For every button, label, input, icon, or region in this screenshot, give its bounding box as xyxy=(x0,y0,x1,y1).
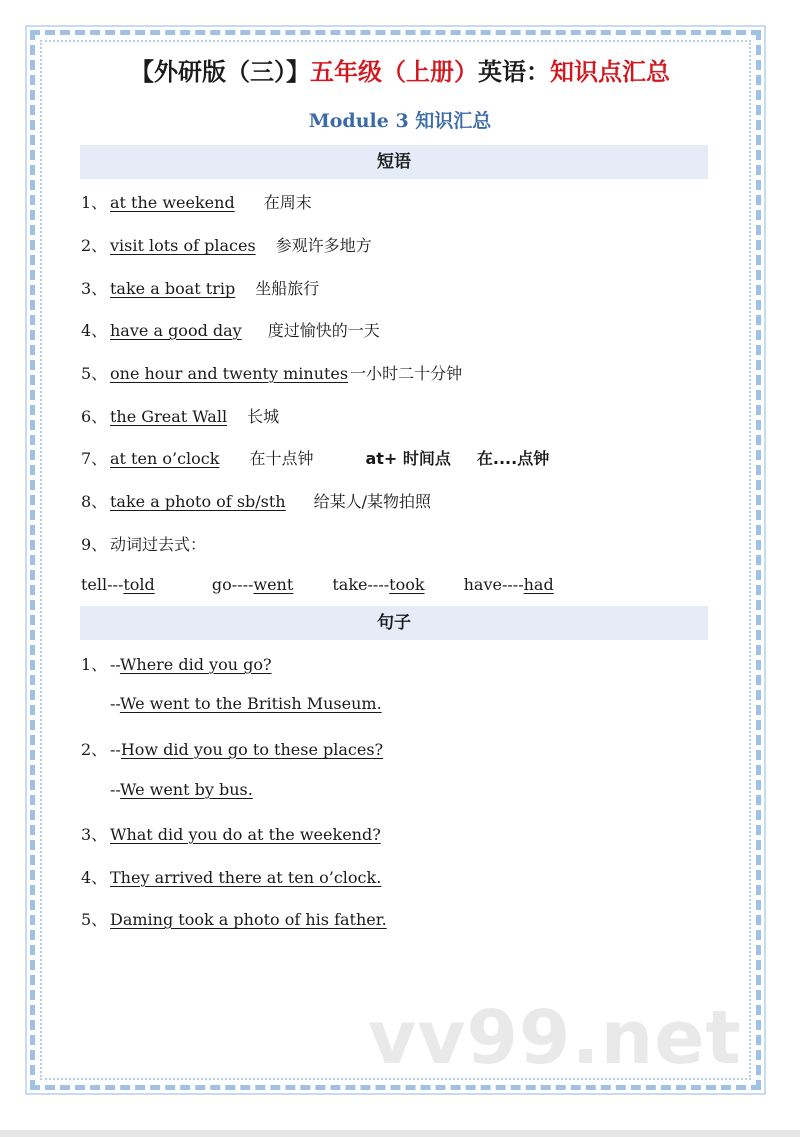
module-subtitle: Module 3 知识汇总 xyxy=(308,110,492,132)
phrases-heading: 短语 xyxy=(80,145,708,179)
sentence-item: 3、 What did you do at the weekend? xyxy=(81,825,381,844)
sentence-item: 4、 They arrived there at ten o’clock. xyxy=(81,868,382,887)
past-tense-row: tell---told go----went take----took have----had xyxy=(81,575,554,594)
sentence-item: 1、 --Where did you go? xyxy=(81,655,272,674)
phrase-item: 8、 take a photo of sb/sth 给某人/某物拍照 xyxy=(81,492,432,511)
sentence-item: --We went to the British Museum. xyxy=(110,694,382,713)
sentence-item: --We went by bus. xyxy=(110,780,253,799)
title-subject: 英语： xyxy=(478,58,550,86)
title-edition: 【外研版（三）】 xyxy=(130,58,310,86)
sentence-item: 2、 --How did you go to these places? xyxy=(81,740,384,759)
phrase-item: 5、 one hour and twenty minutes 一小时二十分钟 xyxy=(81,364,463,383)
phrase-item: 3、 take a boat trip 坐船旅行 xyxy=(81,279,320,298)
sentences-heading: 句子 xyxy=(80,606,708,640)
phrase-item: 7、 at ten o’clock 在十点钟 at+ 时间点 在....点钟 xyxy=(81,449,550,468)
title-summary: 知识点汇总 xyxy=(550,58,670,86)
page-title xyxy=(0,52,800,87)
watermark: vv99.net xyxy=(368,995,742,1081)
title-grade: 五年级（上册） xyxy=(310,58,478,86)
phrase-item: 1、 at the weekend 在周末 xyxy=(81,193,312,212)
phrase-item: 2、 visit lots of places 参观许多地方 xyxy=(81,236,372,255)
phrase-item: 9、 动词过去式： xyxy=(81,535,207,554)
page-bottom-divider xyxy=(0,1130,800,1137)
phrase-item: 4、 have a good day 度过愉快的一天 xyxy=(81,321,380,340)
sentence-item: 5、 Daming took a photo of his father. xyxy=(81,910,387,929)
phrase-item: 6、 the Great Wall 长城 xyxy=(81,407,280,426)
